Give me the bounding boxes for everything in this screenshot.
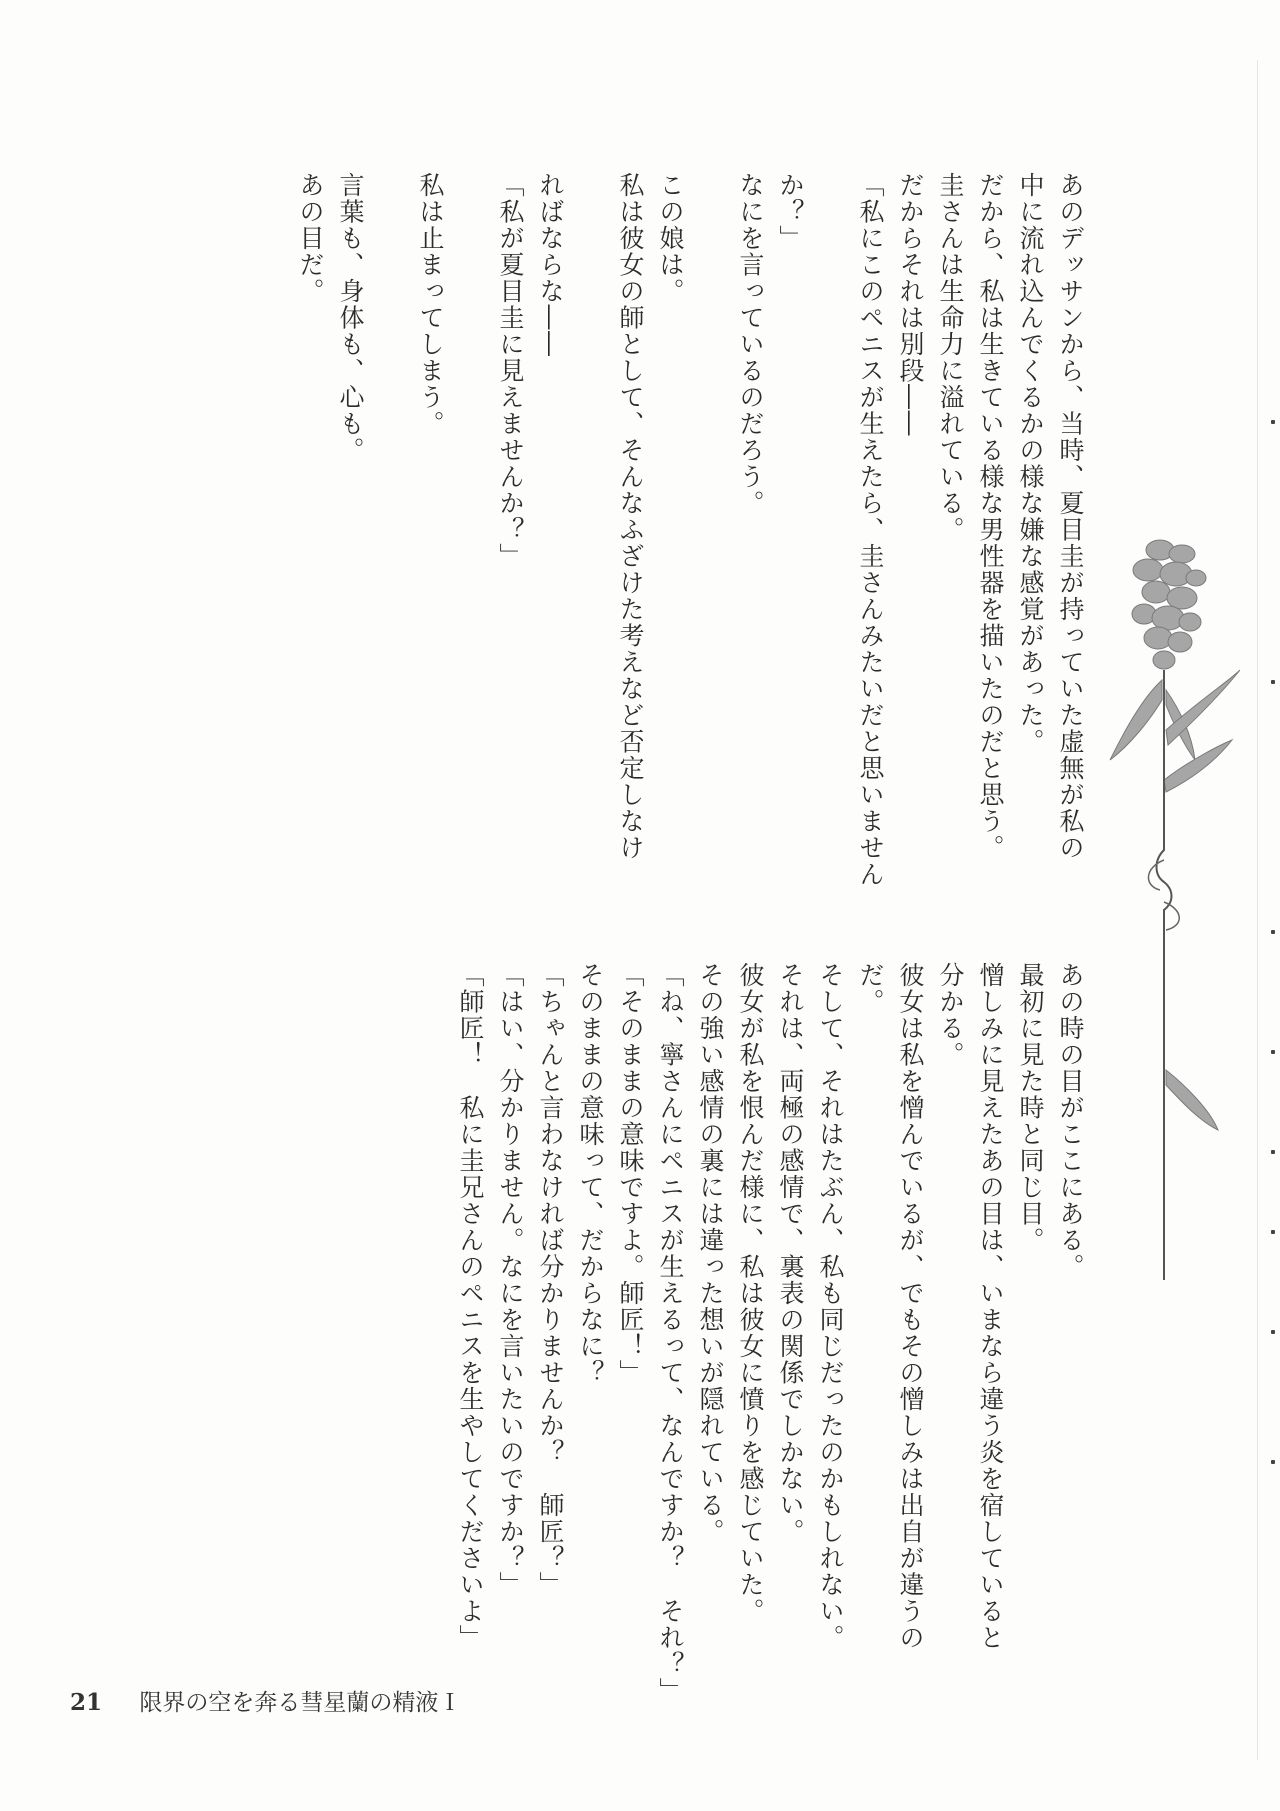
text-line: あの目だ。 xyxy=(296,172,325,305)
page-number: 21 xyxy=(70,1689,103,1716)
dialogue-line: 「そのままの意味ですよ。師匠！」 xyxy=(616,962,645,1386)
stem xyxy=(1157,670,1172,1280)
text-line: 私は彼女の師として、そんなふざけた考えなど否定しなけ xyxy=(616,172,645,861)
text-line: 圭さんは生命力に溢れている。 xyxy=(936,172,965,543)
edge-mark xyxy=(1271,680,1275,684)
text-line: あの時の目がここにある。 xyxy=(1056,962,1085,1280)
leaf xyxy=(1164,740,1232,792)
text-line: それは、両極の感情で、裏表の関係でしかない。 xyxy=(776,962,805,1545)
dialogue-line: 「はい、分かりません。なにを言いたいのですか？」 xyxy=(496,962,525,1598)
text-line: そのままの意味って、だからなに？ xyxy=(576,962,605,1386)
text-line: 言葉も、身体も、心も。 xyxy=(336,172,365,464)
dialogue-line: 「師匠！ 私に圭兄さんのペニスを生やしてくださいよ」 xyxy=(456,962,485,1651)
text-line: だからそれは別段―― xyxy=(896,172,925,437)
edge-mark xyxy=(1271,1150,1275,1154)
text-line: 彼女が私を恨んだ様に、私は彼女に憤りを感じていた。 xyxy=(736,962,765,1625)
dialogue-line: 「ね、寧さんにペニスが生えるって、なんですか？ それ？」 xyxy=(656,962,685,1704)
edge-mark xyxy=(1271,930,1275,934)
edge-mark xyxy=(1271,1330,1275,1334)
blossom-cluster xyxy=(1132,540,1206,669)
dialogue-line: 「ちゃんと言わなければ分かりませんか？ 師匠？」 xyxy=(536,962,565,1598)
leaf xyxy=(1110,680,1162,760)
text-line: 最初に見た時と同じ目。 xyxy=(1016,962,1045,1254)
edge-mark xyxy=(1271,420,1275,424)
text-line: 私は止まってしまう。 xyxy=(416,172,445,437)
edge-mark xyxy=(1271,1460,1275,1464)
page-footer xyxy=(70,1684,461,1717)
text-line: その強い感情の裏には違った想いが隠れている。 xyxy=(696,962,725,1545)
text-line: 彼女は私を憎んでいるが、でもその憎しみは出自が違うの xyxy=(896,962,925,1651)
edge-mark xyxy=(1271,1230,1275,1234)
leaf xyxy=(1166,1070,1218,1130)
text-line: 憎しみに見えたあの目は、いまなら違う炎を宿していると xyxy=(976,962,1005,1651)
upper-text-block xyxy=(290,172,1090,892)
lower-text-block xyxy=(450,962,1090,1704)
text-line: ればならな―― xyxy=(536,172,565,358)
orchid-flower-illustration xyxy=(1100,530,1240,1280)
text-line: だから、私は生きている様な男性器を描いたのだと思う。 xyxy=(976,172,1005,861)
book-title: 限界の空を奔る彗星蘭の精液Ｉ xyxy=(139,1690,462,1716)
text-line: そして、それはたぶん、私も同じだったのかもしれない。 xyxy=(816,962,845,1651)
dialogue-line: か？」 xyxy=(776,172,805,252)
text-line: 中に流れ込んでくるかの様な嫌な感覚があった。 xyxy=(1016,172,1045,755)
text-line: なにを言っているのだろう。 xyxy=(736,172,765,517)
text-line: あのデッサンから、当時、夏目圭が持っていた虚無が私の xyxy=(1056,172,1085,861)
text-line: この娘は。 xyxy=(656,172,685,305)
dialogue-line: 「私にこのペニスが生えたら、圭さんみたいだと思いません xyxy=(856,172,885,888)
page-edge-line xyxy=(1257,60,1258,1760)
text-line: だ。 xyxy=(856,962,885,1015)
text-line: 分かる。 xyxy=(936,962,965,1068)
dialogue-line: 「私が夏目圭に見えませんか？」 xyxy=(496,172,525,570)
edge-mark xyxy=(1271,1050,1275,1054)
